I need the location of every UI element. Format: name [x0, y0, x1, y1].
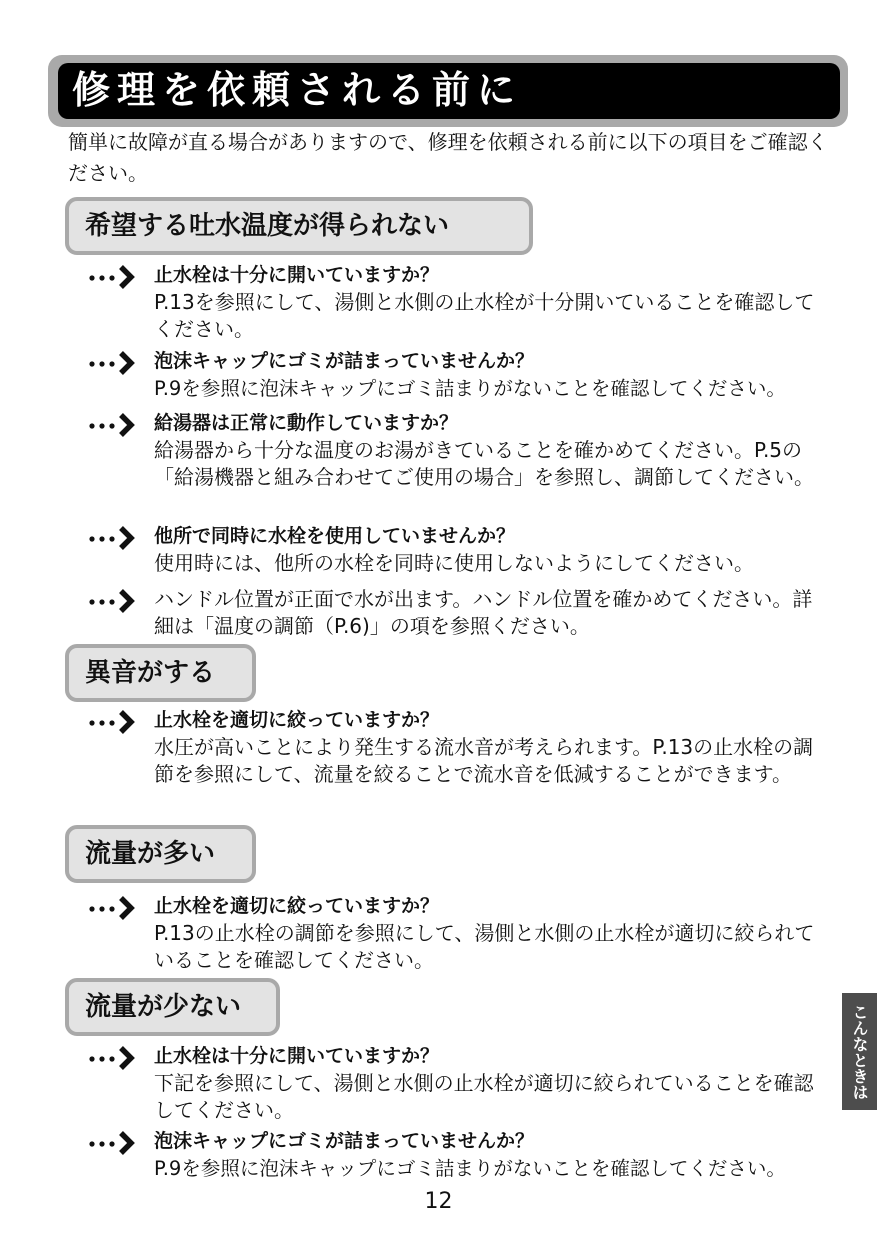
- question-text: 止水栓を適切に絞っていますか？: [154, 895, 440, 917]
- checklist-item: [88, 523, 828, 577]
- section-heading-flow-high: 流量が多い: [65, 825, 256, 883]
- checklist-item: [88, 410, 828, 491]
- arrow-bullet-icon: [88, 412, 150, 438]
- answer-text: P.13の止水栓の調節を参照にして、湯側と水側の止水栓が適切に絞られていることを確認してください。: [154, 921, 815, 972]
- checklist-item: [88, 893, 828, 974]
- section-heading-noise: 異音がする: [65, 644, 256, 702]
- arrow-bullet-icon: [88, 709, 150, 735]
- checklist-item: [88, 1043, 828, 1124]
- arrow-bullet-icon: [88, 264, 150, 290]
- answer-text: 使用時には、他所の水栓を同時に使用しないようにしてください。: [154, 551, 754, 575]
- question-text: 給湯器は正常に動作していますか？: [154, 412, 459, 434]
- side-index-tab[interactable]: [842, 993, 877, 1110]
- answer-text: P.13を参照にして、湯側と水側の止水栓が十分開いていることを確認してください。: [154, 290, 815, 341]
- checklist-item: [88, 348, 828, 402]
- question-text: 止水栓を適切に絞っていますか？: [154, 709, 440, 731]
- arrow-bullet-icon: [88, 1130, 150, 1156]
- section-heading-temperature: 希望する吐水温度が得られない: [65, 197, 533, 255]
- checklist-item: [88, 586, 828, 640]
- side-tab-label: こんなときは: [850, 1003, 869, 1100]
- question-text: 他所で同時に水栓を使用していませんか？: [154, 525, 516, 547]
- page-title: 修理を依頼される前に: [72, 68, 523, 112]
- question-text: 泡沫キャップにゴミが詰まっていませんか？: [154, 350, 535, 372]
- question-text: 止水栓は十分に開いていますか？: [154, 264, 440, 286]
- question-text: 止水栓は十分に開いていますか？: [154, 1045, 440, 1067]
- answer-text: 下記を参照にして、湯側と水側の止水栓が適切に絞られていることを確認してください。: [154, 1071, 814, 1122]
- checklist-item: [88, 262, 828, 343]
- arrow-bullet-icon: [88, 1045, 150, 1071]
- arrow-bullet-icon: [88, 588, 150, 614]
- answer-text: P.9を参照に泡沫キャップにゴミ詰まりがないことを確認してください。: [154, 377, 786, 400]
- answer-text: 水圧が高いことにより発生する流水音が考えられます。P.13の止水栓の調節を参照にして、流量を絞ることで流水音を低減することができます。: [154, 735, 814, 786]
- checklist-item: [88, 1128, 828, 1182]
- answer-text: P.9を参照に泡沫キャップにゴミ詰まりがないことを確認してください。: [154, 1157, 786, 1180]
- answer-text: 給湯器から十分な温度のお湯がきていることを確かめてください。P.5の「給湯機器と組み合わせてご使用の場合」を参照し、調節してください。: [154, 438, 814, 489]
- intro-text: 簡単に故障が直る場合がありますので、修理を依頼される前に以下の項目をご確認ください。: [68, 130, 828, 185]
- arrow-bullet-icon: [88, 350, 150, 376]
- checklist-item: [88, 707, 828, 788]
- answer-text: ハンドル位置が正面で水が出ます。ハンドル位置を確かめてください。詳細は「温度の調節（P.6)」の項を参照ください。: [154, 587, 813, 638]
- arrow-bullet-icon: [88, 525, 150, 551]
- arrow-bullet-icon: [88, 895, 150, 921]
- page-number: 12: [424, 1189, 453, 1214]
- question-text: 泡沫キャップにゴミが詰まっていませんか？: [154, 1130, 535, 1152]
- section-heading-flow-low: 流量が少ない: [65, 978, 280, 1036]
